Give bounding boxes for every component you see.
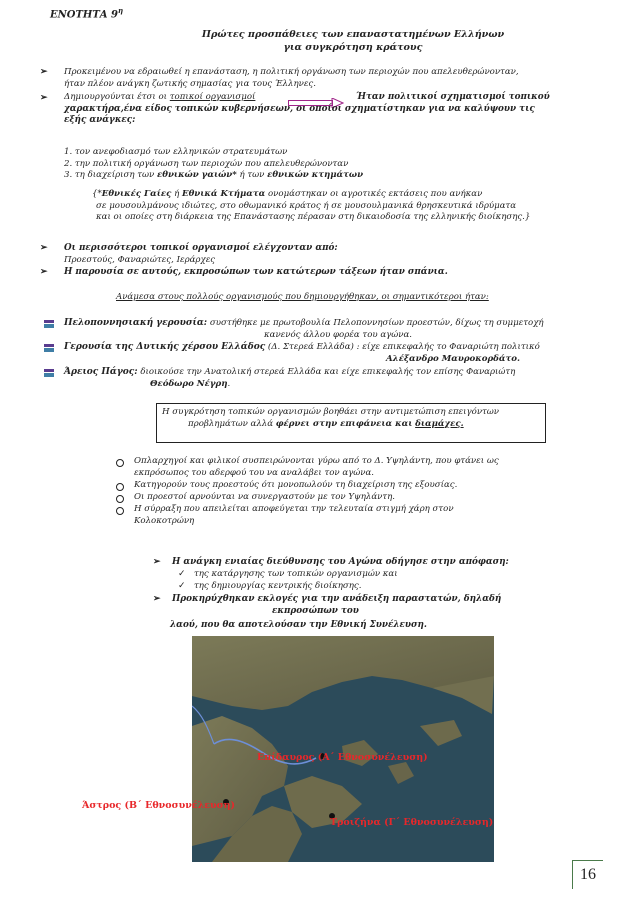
map-label-astros: Άστρος (Β΄ Εθνοσυνέλευση) — [82, 800, 235, 811]
important-orgs-heading: Ανάμεσα στους πολλούς οργανισμούς που δημιουργήθηκαν, οι σημαντικότεροι ήταν: — [116, 292, 489, 302]
flag-bullet-icon — [44, 344, 54, 352]
conflicts-box-text: Η συγκρότηση τοπικών οργανισμών βοηθάει στην αντιμετώπιση επειγόντων προβλημάτων αλλά φέρνει στην επιφάνεια και διαμάχες. — [162, 407, 500, 429]
control-heading: Οι περισσότεροι τοπικοί οργανισμοί ελέγχονταν από: — [64, 243, 338, 253]
arrow-bullet-icon: ➢ — [40, 267, 48, 277]
map-label-troizina: Τροιζήνα (Γ΄ Εθνοσυνέλευση) — [330, 817, 494, 828]
map-image — [192, 636, 494, 862]
circle-bullet-icon — [116, 459, 124, 467]
map-label-epidavros: Επίδαυρος (Α΄ Εθνοσυνέλευση) — [257, 752, 428, 763]
conflict-item-3: Οι προεστοί αρνούνται να συνεργαστούν με τον Υψηλάντη. — [134, 492, 396, 502]
needs-list: 1. τον ανεφοδιασμό των ελληνικών στρατευμάτων 2. την πολιτική οργάνωση των περιοχών που απελευθερώνονταν 3. τη διαχείριση των εθνικών γαιών* ή των εθνικών κτημάτων — [64, 147, 364, 180]
arrow-bullet-icon: ➢ — [40, 67, 48, 77]
arrow-bullet-icon: ➢ — [153, 557, 161, 567]
checkmark-icon: ✓ — [178, 581, 186, 591]
arrow-bullet-icon: ➢ — [40, 243, 48, 253]
national-lands-note: {*Εθνικές Γαίες ή Εθνικά Κτήματα ονομάστηκαν οι αγροτικές εκτάσεις που ανήκαν σε μουσουλμάνους ιδιώτες, στο οθωμανικό κράτος ή σε μουσουλμανικά θρησκευτικά ιδρύματα και οι οποίες στη διάρκεια της Επανάστασης πέρασαν στη δικαιοδοσία της ελληνικής διοίκησης.} — [92, 189, 531, 222]
circle-bullet-icon — [116, 483, 124, 491]
conflict-item-1: Οπλαρχηγοί και φιλικοί συσπειρώνονται γύρω από το Δ. Υψηλάντη, που φτάνει ως εκπρόσωπος του αδερφού του να αναλάβει τον αγώνα. — [134, 456, 499, 478]
page-title: Πρώτες προσπάθειες των επαναστατημένων Ελλήνων για συγκρότηση κράτους — [201, 29, 505, 53]
arrow-bullet-icon: ➢ — [153, 594, 161, 604]
intro-paragraph-2: Δημιουργούνται έτσι οι τοπικοί οργανισμοί — [64, 92, 256, 102]
circle-bullet-icon — [116, 495, 124, 503]
org-areios-pagos: Άρειος Πάγος: διοικούσε την Ανατολική στερεά Ελλάδα και είχε επικεφαλής τον επίσης Φαναριώτη Θεόδωρο Νέγρη. — [64, 367, 516, 389]
decision-heading: Η ανάγκη ενιαίας διεύθυνσης του Αγώνα οδήγησε στην απόφαση: — [172, 557, 509, 567]
page-number: 16 — [572, 860, 603, 889]
decision-item-1: της κατάργησης των τοπικών οργανισμών και — [194, 569, 398, 579]
org-west-greece: Γερουσία της Δυτικής χέρσου Ελλάδος (Δ. Στερεά Ελλάδα) : είχε επικεφαλής το Φαναριώτη πολιτικό Αλέξανδρο Μαυροκορδάτο. — [64, 342, 540, 364]
control-list: Προεστούς, Φαναριώτες, Ιεράρχες — [64, 255, 216, 265]
elections-statement: Προκηρύχθηκαν εκλογές για την ανάδειξη παραστατών, δηλαδή εκπροσώπων του — [172, 594, 502, 616]
circle-bullet-icon — [116, 507, 124, 515]
conflict-item-2: Κατηγορούν τους προεστούς ότι μονοπωλούν τη διαχείριση της εξουσίας. — [134, 480, 458, 490]
flag-bullet-icon — [44, 320, 54, 328]
decision-item-2: της δημιουργίας κεντρικής διοίκησης. — [194, 581, 362, 591]
checkmark-icon: ✓ — [178, 569, 186, 579]
elections-statement-end: λαού, που θα αποτελούσαν την Εθνική Συνέλευση. — [170, 620, 427, 630]
local-organizations-link: τοπικοί οργανισμοί — [169, 92, 256, 102]
unit-label: ΕΝΟΤΗΤΑ $9^\eta$ — [50, 6, 124, 21]
intro-bold-definition: Ήταν πολιτικοί σχηματισμοί τοπικού χαρακτήρα,ένα είδος τοπικών κυβερνήσεων, οι οποίοι σχηματίστηκαν για να καλύψουν τις εξής ανάγκες: — [64, 92, 550, 125]
conflict-item-4: Η σύρραξη που απειλείται αποφεύγεται την τελευταία στιγμή χάρη στον Κολοκοτρώνη — [134, 504, 454, 526]
org-peloponnese: Πελοποννησιακή γερουσία: συστήθηκε με πρωτοβουλία Πελοποννησίων προεστών, δίχως τη συμμετοχή κανενός άλλου φορέα του αγώνα. — [64, 318, 544, 340]
representation-statement: Η παρουσία σε αυτούς, εκπροσώπων των κατώτερων τάξεων ήταν σπάνια. — [64, 267, 448, 277]
flag-bullet-icon — [44, 369, 54, 377]
arrow-bullet-icon: ➢ — [40, 93, 48, 103]
intro-paragraph-1: Προκειμένου να εδραιωθεί η επανάσταση, η πολιτική οργάνωση των περιοχών που απελευθερώνονταν, ήταν πλέον ανάγκη ζωτικής σημασίας για τους Έλληνες. — [64, 67, 519, 89]
